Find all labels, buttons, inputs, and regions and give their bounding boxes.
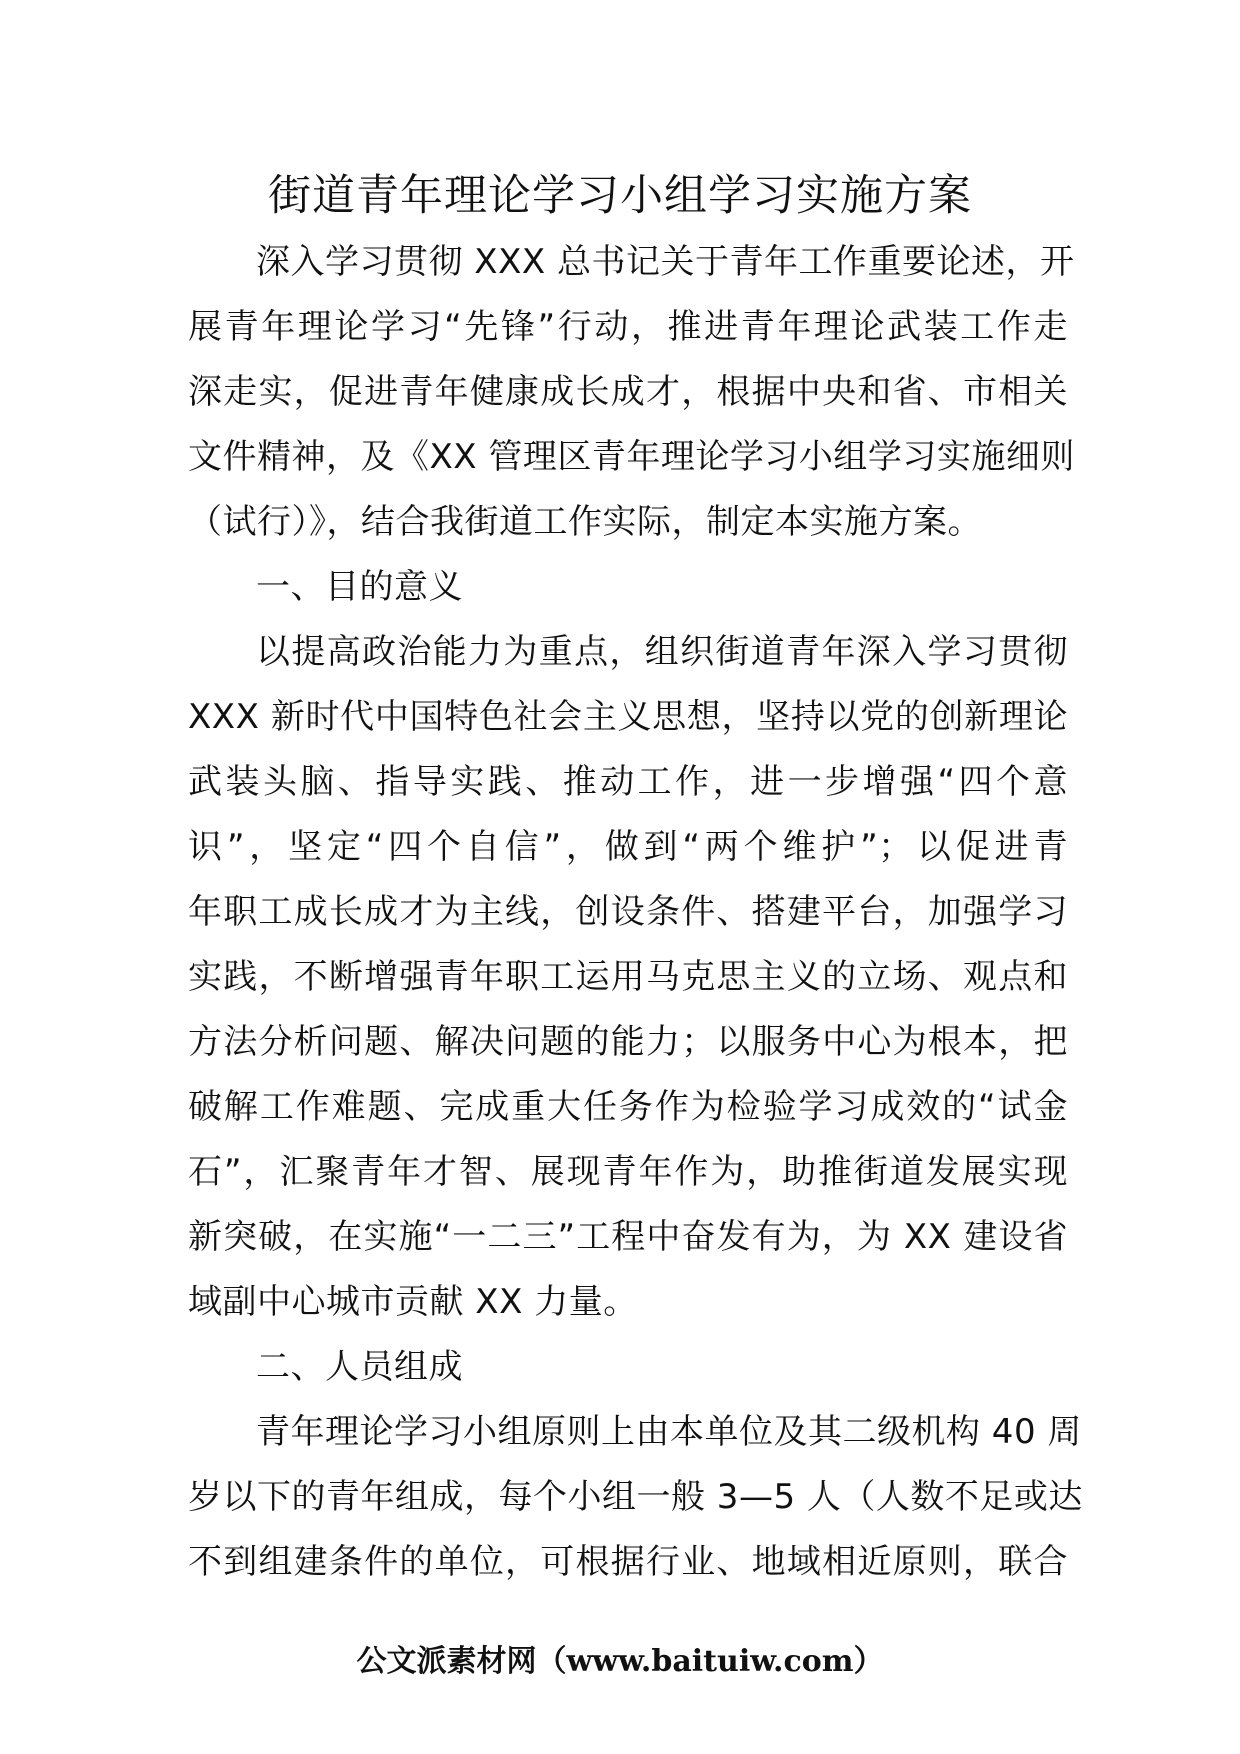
document-title: 街道青年理论学习小组学习实施方案: [268, 171, 972, 221]
section-heading: 二、人员组成: [256, 1347, 463, 1387]
paragraph-line: 文件精神，及《XX 管理区青年理论学习小组学习实施细则: [188, 437, 1075, 477]
paragraph-line: （试行）》，结合我街道工作实际，制定本实施方案。: [188, 502, 982, 542]
footer-watermark: 公文派素材网（www.baituiw.com）: [356, 1644, 884, 1679]
paragraph-line: 识”，坚定“四个自信”，做到“两个维护”；以促进青: [188, 827, 1068, 867]
paragraph-line: 展青年理论学习“先锋”行动，推进青年理论武装工作走: [188, 307, 1068, 347]
paragraph-line: 新突破，在实施“一二三”工程中奋发有为，为 XX 建设省: [188, 1217, 1068, 1257]
paragraph-line: 深走实，促进青年健康成长成才，根据中央和省、市相关: [188, 372, 1068, 412]
paragraph-line: 不到组建条件的单位，可根据行业、地域相近原则，联合: [188, 1542, 1068, 1582]
paragraph-line: 石”，汇聚青年才智、展现青年作为，助推街道发展实现: [188, 1152, 1068, 1192]
document-body: [188, 230, 1083, 1595]
paragraph-line: 深入学习贯彻 XXX 总书记关于青年工作重要论述，开: [256, 242, 1075, 282]
paragraph-line: 实践，不断增强青年职工运用马克思主义的立场、观点和: [188, 957, 1068, 997]
paragraph-line: 域副中心城市贡献 XX 力量。: [188, 1282, 638, 1322]
paragraph-line: 方法分析问题、解决问题的能力；以服务中心为根本，把: [188, 1022, 1068, 1062]
paragraph-line: 武装头脑、指导实践、推动工作，进一步增强“四个意: [188, 762, 1068, 802]
paragraph-line: XXX 新时代中国特色社会主义思想，坚持以党的创新理论: [188, 697, 1068, 737]
paragraph-line: 青年理论学习小组原则上由本单位及其二级机构 40 周: [256, 1412, 1082, 1452]
paragraph-line: 破解工作难题、完成重大任务作为检验学习成效的“试金: [188, 1087, 1068, 1127]
section-heading: 一、目的意义: [256, 567, 463, 607]
paragraph-line: 岁以下的青年组成，每个小组一般 3—5 人（人数不足或达: [188, 1477, 1083, 1517]
paragraph-line: 年职工成长成才为主线，创设条件、搭建平台，加强学习: [188, 892, 1068, 932]
paragraph-line: 以提高政治能力为重点，组织街道青年深入学习贯彻: [256, 632, 1068, 672]
